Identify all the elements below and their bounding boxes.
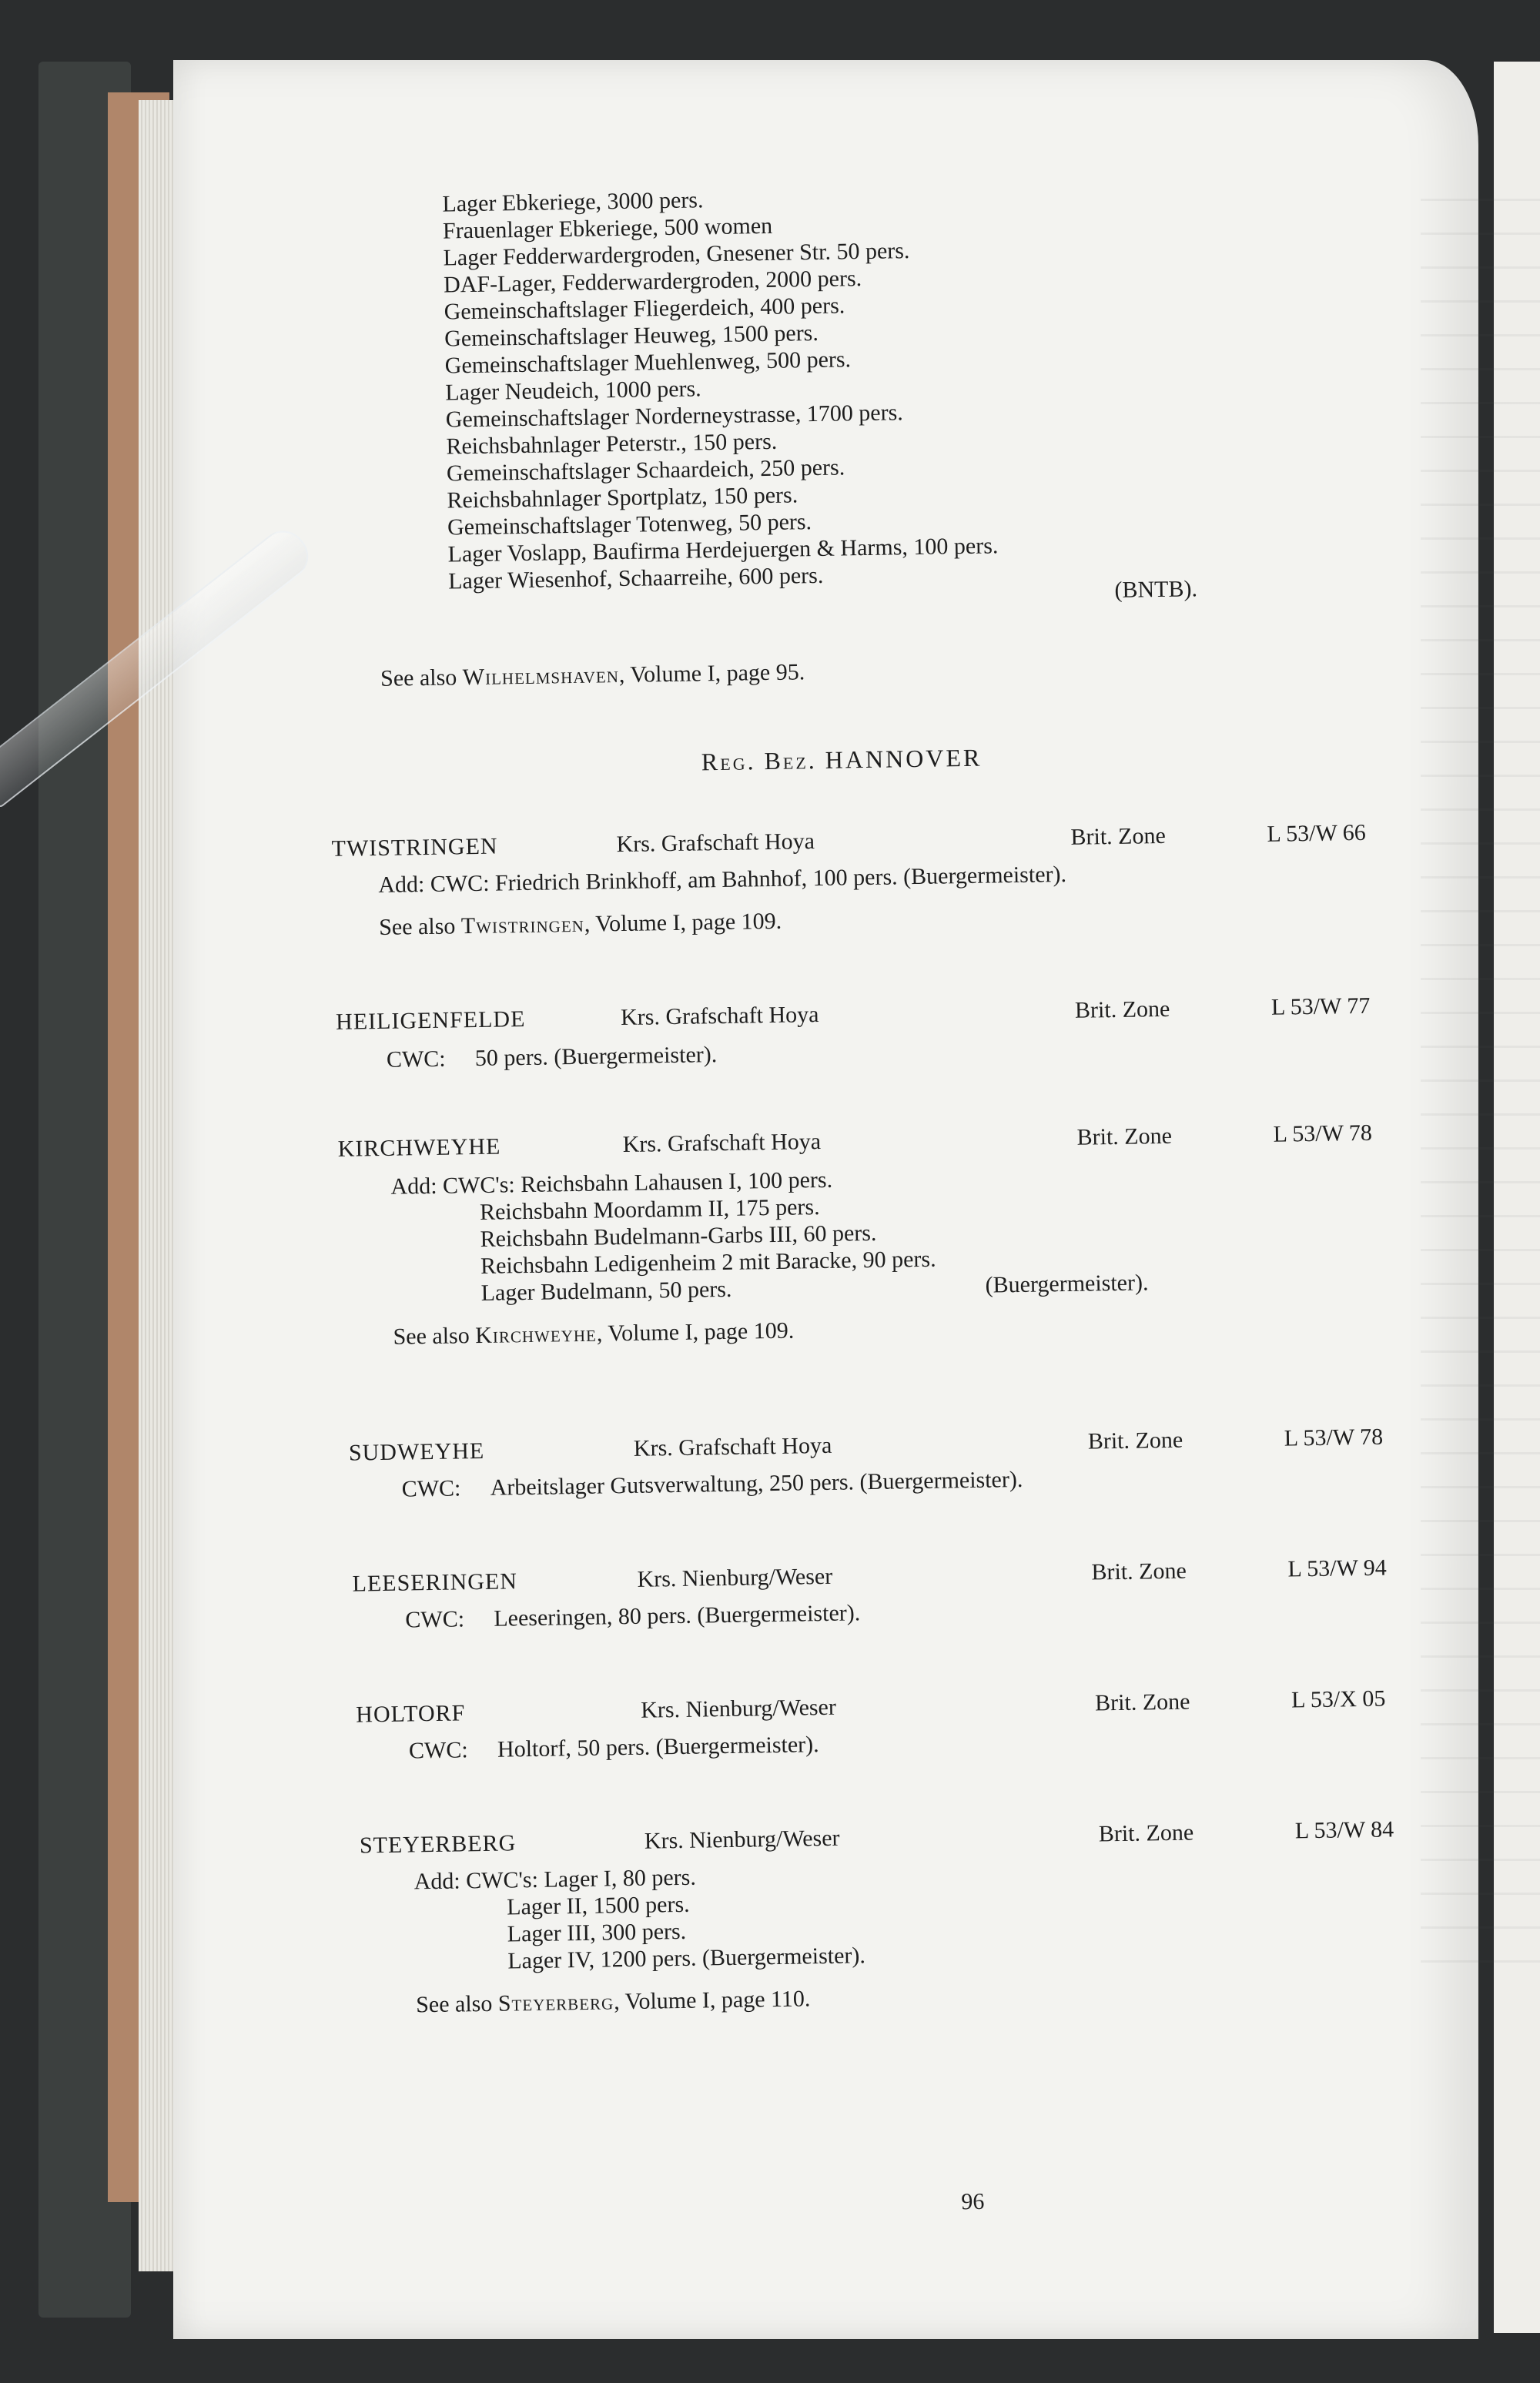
list-item: Reichsbahnlager Peterstr., 150 pers. [446,428,778,460]
list-item: Lager Ebkeriege, 3000 pers. [442,187,704,217]
see-also-suffix: , Volume I, page 109. [584,908,782,937]
detail-text: Lager Budelmann, 50 pers. [480,1276,732,1306]
see-also-place: Wilhelmshaven [462,662,620,691]
list-item: Gemeinschaftslager Muehlenweg, 500 pers. [444,346,852,379]
entry-detail: Reichsbahn Moordamm II, 175 pers. [479,1194,820,1225]
see-also-suffix: , Volume I, page 110. [613,1986,811,2015]
kreis-name: Krs. Nienburg/Weser [644,1825,840,1854]
lager-list [442,177,1295,594]
map-coordinate: L 53/W 66 [1267,819,1367,847]
detail-tail: (Buergermeister). [985,1270,1149,1298]
entry-detail: Add: CWC: Friedrich Brinkhoff, am Bahnhof, 100 pers. (Buergermeister). [378,861,1067,898]
list-item: Gemeinschaftslager Schaardeich, 250 pers. [446,454,845,487]
zone-label: Brit. Zone [1087,1427,1183,1454]
zone-label: Brit. Zone [1098,1819,1194,1847]
kreis-name: Krs. Nienburg/Weser [640,1694,837,1723]
entry-steyerberg [359,1808,1540,2018]
see-also-suffix: , Volume I, page 109. [596,1317,795,1347]
map-coordinate: L 53/X 05 [1291,1685,1386,1713]
kreis-name: Krs. Grafschaft Hoya [616,828,815,858]
see-also-prefix: See also [393,1323,476,1350]
see-also-place: Kirchweyhe [474,1320,598,1349]
detail-prefix: CWC: [401,1475,461,1502]
list-item: Gemeinschaftslager Heuweg, 1500 pers. [444,320,819,352]
entry-holtorf [356,1677,1540,1764]
see-also-prefix: See also [378,913,462,940]
list-item: Frauenlager Ebkeriege, 500 women [442,213,773,244]
entry-details [390,1149,1540,1350]
list-item: Gemeinschaftslager Totenweg, 50 pers. [447,509,812,541]
list-item: Gemeinschaftslager Fliegerdeich, 400 pers. [444,293,845,325]
detail-text: Holtorf, 50 pers. (Buergermeister). [497,1732,819,1762]
zone-label: Brit. Zone [1076,1123,1173,1150]
region-heading: Reg. Bez. HANNOVER [701,743,983,776]
detail-text: Leeseringen, 80 pers. (Buergermeister). [494,1600,861,1632]
list-item: Lager Wiesenhof, Schaarreihe, 600 pers. [447,562,824,594]
entry-detail: Lager II, 1500 pers. [506,1891,690,1920]
source-reference: (BNTB). [1114,576,1198,603]
see-also-reference [416,1967,1540,2018]
list-item: Lager Fedderwardergroden, Gnesener Str. 50 pers. [443,238,910,271]
entry-detail: Lager III, 300 pers. [507,1918,687,1947]
page-number: 96 [961,2188,985,2215]
list-item: Lager Neudeich, 1000 pers. [445,376,701,406]
detail-text: 50 pers. (Buergermeister). [474,1042,718,1072]
entry-kirchweyhe [337,1111,1540,1350]
entry-detail: Reichsbahn Ledigenheim 2 mit Baracke, 90 pers. [480,1246,936,1279]
zone-label: Brit. Zone [1094,1689,1190,1716]
see-also-suffix: , Volume I, page 95. [618,659,805,688]
entry-detail: Reichsbahn Budelmann-Garbs III, 60 pers. [480,1220,877,1252]
entry-twistringen [331,812,1540,940]
place-name: HOLTORF [356,1700,466,1728]
place-name: LEESERINGEN [352,1568,518,1597]
see-also-place: Steyerberg [497,1989,614,2017]
zone-label: Brit. Zone [1074,996,1170,1023]
zone-label: Brit. Zone [1070,822,1167,850]
list-item: Gemeinschaftslager Norderneystrasse, 1700 pers. [445,400,904,433]
map-coordinate: L 53/W 78 [1273,1120,1373,1147]
place-name: STEYERBERG [359,1830,517,1859]
kreis-name: Krs. Grafschaft Hoya [620,1002,819,1031]
kreis-name: Krs. Grafschaft Hoya [622,1129,822,1158]
place-name: TWISTRINGEN [331,833,498,862]
list-item: Lager Voslapp, Baufirma Herdejuergen & Harms, 100 pers. [447,533,999,567]
entry-leeseringen [352,1546,1540,1633]
entry-sudweyhe [348,1415,1540,1502]
see-also-reference [393,1299,1540,1350]
entry-detail: Lager IV, 1200 pers. (Buergermeister). [507,1943,866,1974]
see-also-place: Twistringen [460,911,585,939]
map-coordinate: L 53/W 78 [1284,1424,1384,1451]
see-also-reference [380,658,805,692]
entry-heiligenfelde [335,984,1540,1073]
see-also-prefix: See also [380,664,464,691]
entry-detail: Add: CWC's: Lager I, 80 pers. [413,1864,697,1895]
detail-text: Arbeitslager Gutsverwaltung, 250 pers. (Buergermeister). [490,1466,1023,1501]
entry-details [413,1844,1540,2018]
entry-detail: Add: CWC's: Reichsbahn Lahausen I, 100 pers. [390,1166,833,1200]
list-item: Reichsbahnlager Sportplatz, 150 pers. [447,482,798,514]
place-name: KIRCHWEYHE [337,1133,501,1162]
kreis-name: Krs. Grafschaft Hoya [633,1432,832,1461]
list-item: DAF-Lager, Fedderwardergroden, 2000 pers. [443,266,862,298]
see-also-prefix: See also [415,1990,499,2018]
place-name: HEILIGENFELDE [335,1006,526,1035]
detail-prefix: CWC: [405,1606,465,1633]
detail-prefix: CWC: [408,1737,468,1764]
map-coordinate: L 53/W 84 [1294,1816,1394,1844]
map-coordinate: L 53/W 77 [1270,992,1371,1020]
see-also-reference [379,890,1540,941]
map-coordinate: L 53/W 94 [1287,1555,1388,1582]
zone-label: Brit. Zone [1091,1558,1187,1585]
detail-prefix: CWC: [386,1046,446,1073]
kreis-name: Krs. Nienburg/Weser [637,1563,833,1592]
place-name: SUDWEYHE [348,1437,485,1466]
